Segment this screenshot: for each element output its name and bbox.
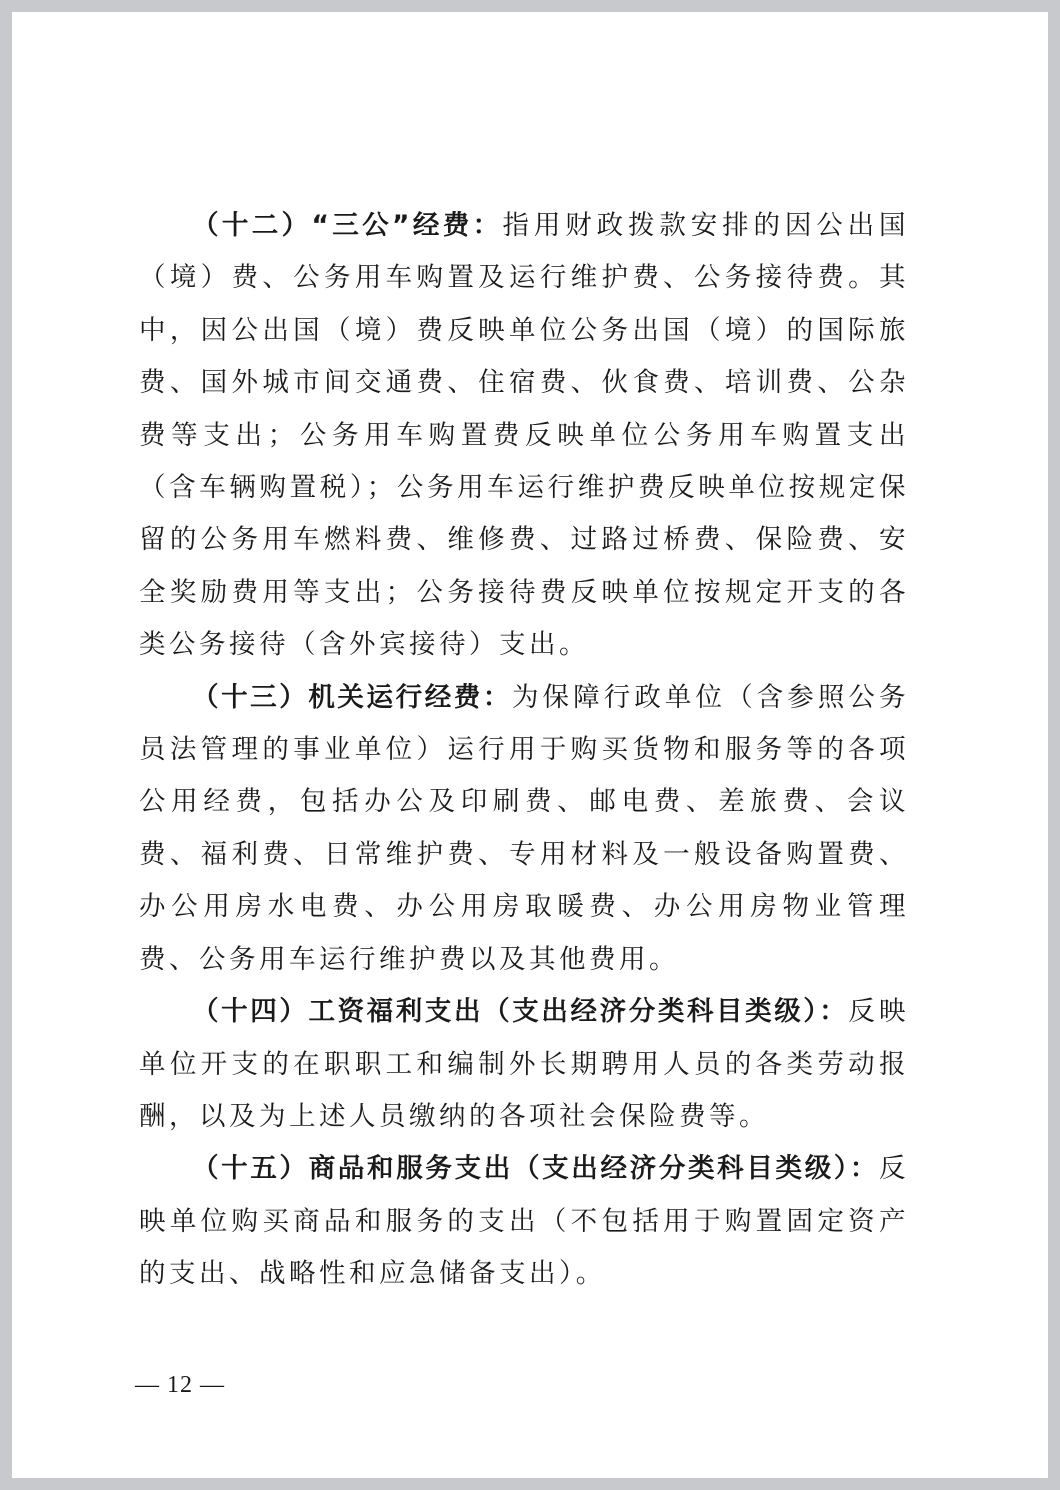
paragraph-heading: （十三）机关运行经费： (192, 681, 512, 713)
paragraph-text: 指用财政拨款安排的因公出国（境）费、公务用车购置及运行维护费、公务接待费。其中，因公出国（境）费反映单位公务出国（境）的国际旅费、国外城市间交通费、住宿费、伙食费、培训费、公杂费等支出；公务用车购置费反映单位公务用车购置支出（含车辆购置税）；公务用车运行维护费反映单位按规定保留的公务用车燃料费、维修费、过路过桥费、保险费、安全奖励费用等支出；公务接待费反映单位按规定开支的各类公务接待（含外宾接待）支出。 (139, 210, 910, 661)
paragraph-agency-operating-expenses (139, 672, 909, 986)
document-body (139, 200, 909, 1301)
paragraph-text: 反映单位开支的在职职工和编制外长期聘用人员的各类劳动报酬，以及为上述人员缴纳的各项社会保险费等。 (139, 996, 910, 1132)
paragraph-wage-welfare-expenditure (139, 986, 909, 1143)
paragraph-sangong-expenses (139, 200, 909, 672)
paragraph-heading: （十五）商品和服务支出（支出经济分类科目类级）： (192, 1153, 879, 1185)
paragraph-heading: （十四）工资福利支出（支出经济分类科目类级）： (192, 996, 849, 1028)
page-number: — 12 — (135, 1372, 225, 1398)
paragraph-goods-services-expenditure (139, 1143, 909, 1300)
paragraph-text: 为保障行政单位（含参照公务员法管理的事业单位）运行用于购买货物和服务等的各项公用经费，包括办公及印刷费、邮电费、差旅费、会议费、福利费、日常维护费、专用材料及一般设备购置费、办公用房水电费、办公用房取暖费、办公用房物业管理费、公务用车运行维护费以及其他费用。 (139, 681, 910, 975)
paragraph-heading: （十二）“三公”经费： (192, 210, 503, 241)
paragraph-text: 反映单位购买商品和服务的支出（不包括用于购置固定资产的支出、战略性和应急储备支出）。 (139, 1153, 909, 1290)
